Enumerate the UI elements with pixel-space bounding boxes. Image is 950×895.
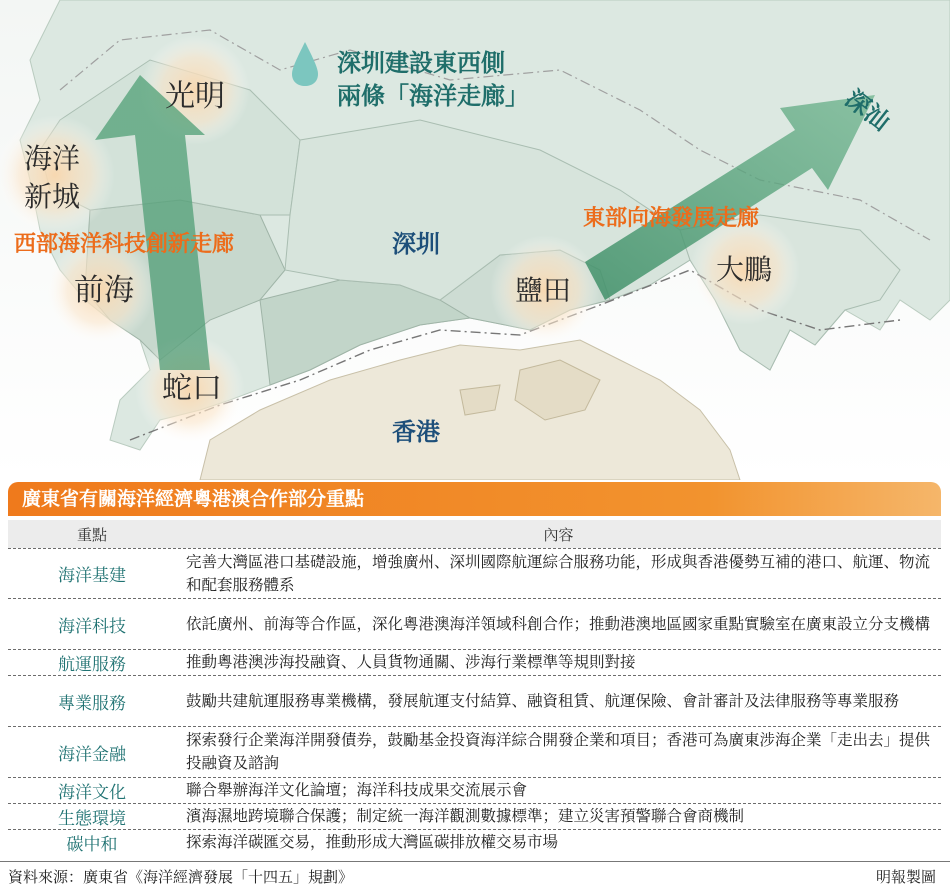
row-content: 探索海洋碳匯交易，推動形成大灣區碳排放權交易市場 (186, 833, 559, 851)
east-corridor-label: 東部向海發展走廊 (583, 206, 760, 231)
place-guangming: 光明 (165, 79, 225, 114)
row-content: 聯合舉辦海洋文化論壇；海洋科技成果交流展示會 (186, 781, 528, 799)
row-content: 推動粵港澳涉海投融資、人員貨物通關、涉海行業標準等規則對接 (186, 653, 636, 671)
table-row (8, 803, 941, 829)
west-corridor-label: 西部海洋科技創新走廊 (14, 232, 235, 257)
place-dapeng: 大鵬 (716, 253, 773, 286)
city-hongkong: 香港 (392, 418, 440, 446)
table-row (8, 829, 941, 855)
row-key: 專業服務 (58, 693, 126, 714)
place-yantian: 鹽田 (515, 274, 572, 307)
city-shenzhen: 深圳 (392, 230, 440, 258)
row-content: 依託廣州、前海等合作區，深化粵港澳海洋領域科創合作；推動港澳地區國家重點實驗室在廣東設立分支機構 (186, 614, 931, 633)
row-key: 碳中和 (66, 835, 118, 855)
table-row (8, 726, 941, 777)
row-content: 濱海濕地跨境聯合保護；制定統一海洋觀測數據標準；建立災害預警聯合會商機制 (186, 807, 745, 825)
row-key: 海洋基建 (58, 566, 126, 586)
table-row (8, 777, 941, 803)
headline-line1: 深圳建設東西側 (337, 49, 505, 77)
table-row (8, 548, 941, 598)
row-content: 探索發行企業海洋開發債券，鼓勵基金投資海洋綜合開發企業和項目；香港可為廣東涉海企業「走出去」提供投融資及諮詢 (186, 731, 931, 772)
row-key: 海洋科技 (58, 616, 126, 637)
place-qianhai: 前海 (74, 273, 134, 308)
credit-note: 明報製圖 (875, 868, 936, 886)
row-key: 海洋文化 (58, 783, 126, 803)
row-key: 航運服務 (58, 655, 126, 675)
place-haiyang-2: 新城 (24, 180, 81, 213)
table-row (8, 675, 941, 726)
footer (0, 861, 950, 895)
header-key: 重點 (76, 525, 107, 544)
source-note: 資料來源：廣東省《海洋經濟發展「十四五」規劃》 (8, 868, 354, 886)
header-content: 內容 (543, 525, 574, 544)
place-haiyang-1: 海洋 (24, 142, 81, 175)
headline-line2: 兩條「海洋走廊」 (337, 82, 529, 110)
table-row (8, 598, 941, 649)
row-key: 海洋金融 (58, 744, 126, 765)
glow-haiyang (0, 115, 115, 235)
row-content: 完善大灣區港口基礎設施，增強廣州、深圳國際航運綜合服務功能，形成與香港優勢互補的港口、航運、物流和配套服務體系 (186, 552, 931, 594)
table-row (8, 649, 941, 675)
place-shekou: 蛇口 (162, 371, 222, 406)
table-title: 廣東省有關海洋經濟粵港澳合作部分重點 (8, 482, 941, 516)
cooperation-table (8, 520, 941, 855)
row-content: 鼓勵共建航運服務專業機構，發展航運支付結算、融資租賃、航運保險、會計審計及法律服務等專業服務 (186, 691, 900, 710)
city-shanwei: 深汕 (839, 84, 896, 137)
table-header-row (8, 520, 941, 548)
row-key: 生態環境 (58, 809, 126, 829)
